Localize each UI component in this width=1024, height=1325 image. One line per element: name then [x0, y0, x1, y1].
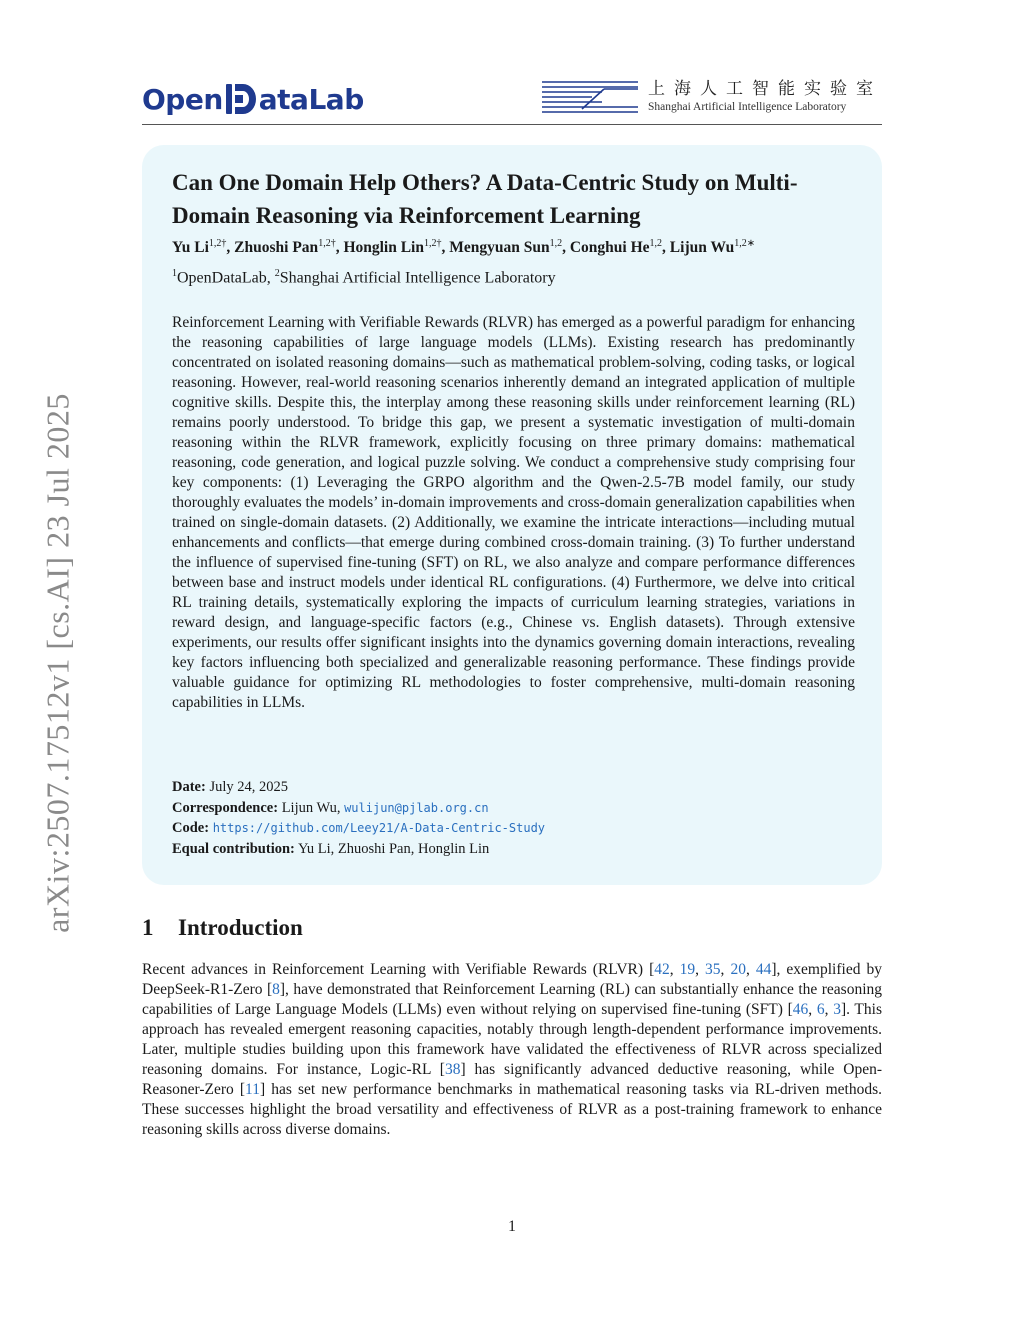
lab-emblem-icon	[542, 79, 638, 113]
section-heading	[142, 915, 303, 941]
correspondence-email-link[interactable]: wulijun@pjlab.org.cn	[344, 800, 489, 815]
paper-title: Can One Domain Help Others? A Data-Centric Study on Multi-Domain Reasoning via Reinforcement Learning	[172, 170, 798, 228]
page-header	[142, 74, 882, 126]
lab-name-english: Shanghai Artificial Intelligence Laboratory	[648, 101, 847, 113]
affiliations: $^1$OpenDataLab, $^2$Shanghai Artificial Intelligence Laboratory	[172, 268, 556, 287]
author: Lijun Wu	[669, 239, 735, 257]
author-list: Yu $Li^{1,2\dagger}$, Zhuoshi Pan$^{1,2\dagger}$, Honglin Lin$^{1,2\dagger}$, Mengyuan Sun$^{1,2}$, Conghui He$^{1,2}$, Lijun $Wu^{1,2∗}$	[172, 238, 756, 257]
introduction-paragraph: Recent advances in Reinforcement Learning with Verifiable Rewards (RLVR) [42, 19, 35, 20, 44], exemplified by DeepSeek-R1-Zero [8], have demonstrated that Reinforcement Learning (RL) can substantially enhance the reasoning capabilities of Large Language Models (LLMs) even without relying on supervised fine-tuning (SFT) [46, 6, 3]. This approach has revealed emergent reasoning capacities, notably through length-dependent performance improvements. Later, multiple studies building upon this framework have validated the effectiveness of RLVR across specialized reasoning domains. For instance, Logic-RL [38] has significantly advanced deductive reasoning, while Open-Reasoner-Zero [11] has set new performance benchmarks in mathematical reasoning tasks via RL-driven methods. These successes highlight the broad versatility and effectiveness of RLVR as a post-training framework to enhance reasoning skills across diverse domains.	[142, 961, 883, 1138]
section-title: Introduction	[178, 915, 303, 940]
page-number: 1	[508, 1218, 516, 1235]
header-divider	[142, 124, 882, 125]
code-repo-link[interactable]: https://github.com/Leey21/A-Data-Centric-Study	[212, 821, 546, 835]
citation-link[interactable]: 42	[654, 961, 670, 978]
citation-link[interactable]: 35	[705, 961, 721, 978]
citation-link[interactable]: 3	[833, 1001, 841, 1018]
affiliation: Shanghai Artificial Intelligence Laboratory	[279, 269, 556, 287]
citation-link[interactable]: 44	[755, 961, 772, 978]
author: Conghui He	[569, 239, 650, 257]
date-row: Date: July 24, 2025	[172, 779, 288, 795]
author: Zhuoshi Pan	[234, 239, 319, 257]
logo-text-atalab: ataLab	[258, 82, 364, 116]
citation-link[interactable]: 11	[245, 1081, 260, 1098]
logo-d-icon	[225, 82, 257, 116]
arxiv-stamp: arXiv:2507.17512v1 [cs.AI] 23 Jul 2025	[39, 393, 76, 933]
author: Honglin Lin	[343, 239, 424, 257]
shanghai-ai-lab-logo	[542, 78, 882, 114]
citation-link[interactable]: 46	[792, 1001, 809, 1018]
citation-link[interactable]: 19	[679, 961, 696, 978]
abstract-text: Reinforcement Learning with Verifiable Rewards (RLVR) has emerged as a powerful paradigm for enhancing the reasoning capabilities of large language models (LLMs). Existing research has predominantly concentrated on isolated reasoning domains—such as mathematical problem-solving, coding tasks, or logical reasoning. However, real-world reasoning scenarios inherently demand an integrated application of multiple cognitive skills. Despite this, the interplay among these reasoning skills under reinforcement learning (RL) remains poorly understood. To bridge this gap, we present a systematic investigation of multi-domain reasoning within the RLVR framework, explicitly focusing on three primary domains: mathematical reasoning, code generation, and logical puzzle solving. We conduct a comprehensive study comprising four key components: (1) Leveraging the GRPO algorithm and the Qwen-2.5-7B model family, our study thoroughly evaluates the models’ in-domain improvements and cross-domain generalization capabilities when trained on single-domain datasets. (2) Additionally, we examine the intricate interactions—including mutual enhancements and conflicts—that emerge during combined cross-domain training. (3) To further understand the influence of supervised fine-tuning (SFT) on RL, we also analyze and compare performance differences between base and instruct models under identical RL configurations. (4) Furthermore, we delve into critical RL training details, systematically exploring the impacts of curriculum learning strategies, variations in reward design, and language-specific factors (e.g., Chinese vs. English datasets). Through extensive experiments, our results offer significant insights into the dynamics governing domain interactions, revealing key factors influencing both specialized and generalizable reasoning performance. These findings provide valuable guidance for optimizing RL methodologies to foster comprehensive, multi-domain reasoning capabilities in LLMs.	[172, 314, 855, 711]
citation-link[interactable]: 20	[730, 961, 746, 978]
code-row: Code: https://github.com/Leey21/A-Data-Centric-Study	[172, 820, 546, 836]
author: Yu Li	[172, 239, 209, 257]
citation-link[interactable]: 38	[444, 1061, 461, 1078]
correspondence-row: Correspondence: Lijun Wu, wulijun@pjlab.org.cn	[172, 799, 489, 816]
logo-text-open: Open	[142, 82, 223, 116]
author: Mengyuan Sun	[449, 239, 550, 257]
citation-link[interactable]: 6	[816, 1001, 825, 1018]
citation-link[interactable]: 8	[272, 981, 280, 998]
section-number: 1	[142, 915, 154, 940]
lab-name-chinese: 上海人工智能实验室	[648, 79, 882, 99]
opendatalab-logo	[142, 82, 364, 116]
equal-contribution-row: Equal contribution: Yu Li, Zhuoshi Pan, Honglin Lin	[172, 840, 490, 857]
paper-metadata	[172, 777, 545, 859]
affiliation: OpenDataLab	[177, 269, 267, 287]
